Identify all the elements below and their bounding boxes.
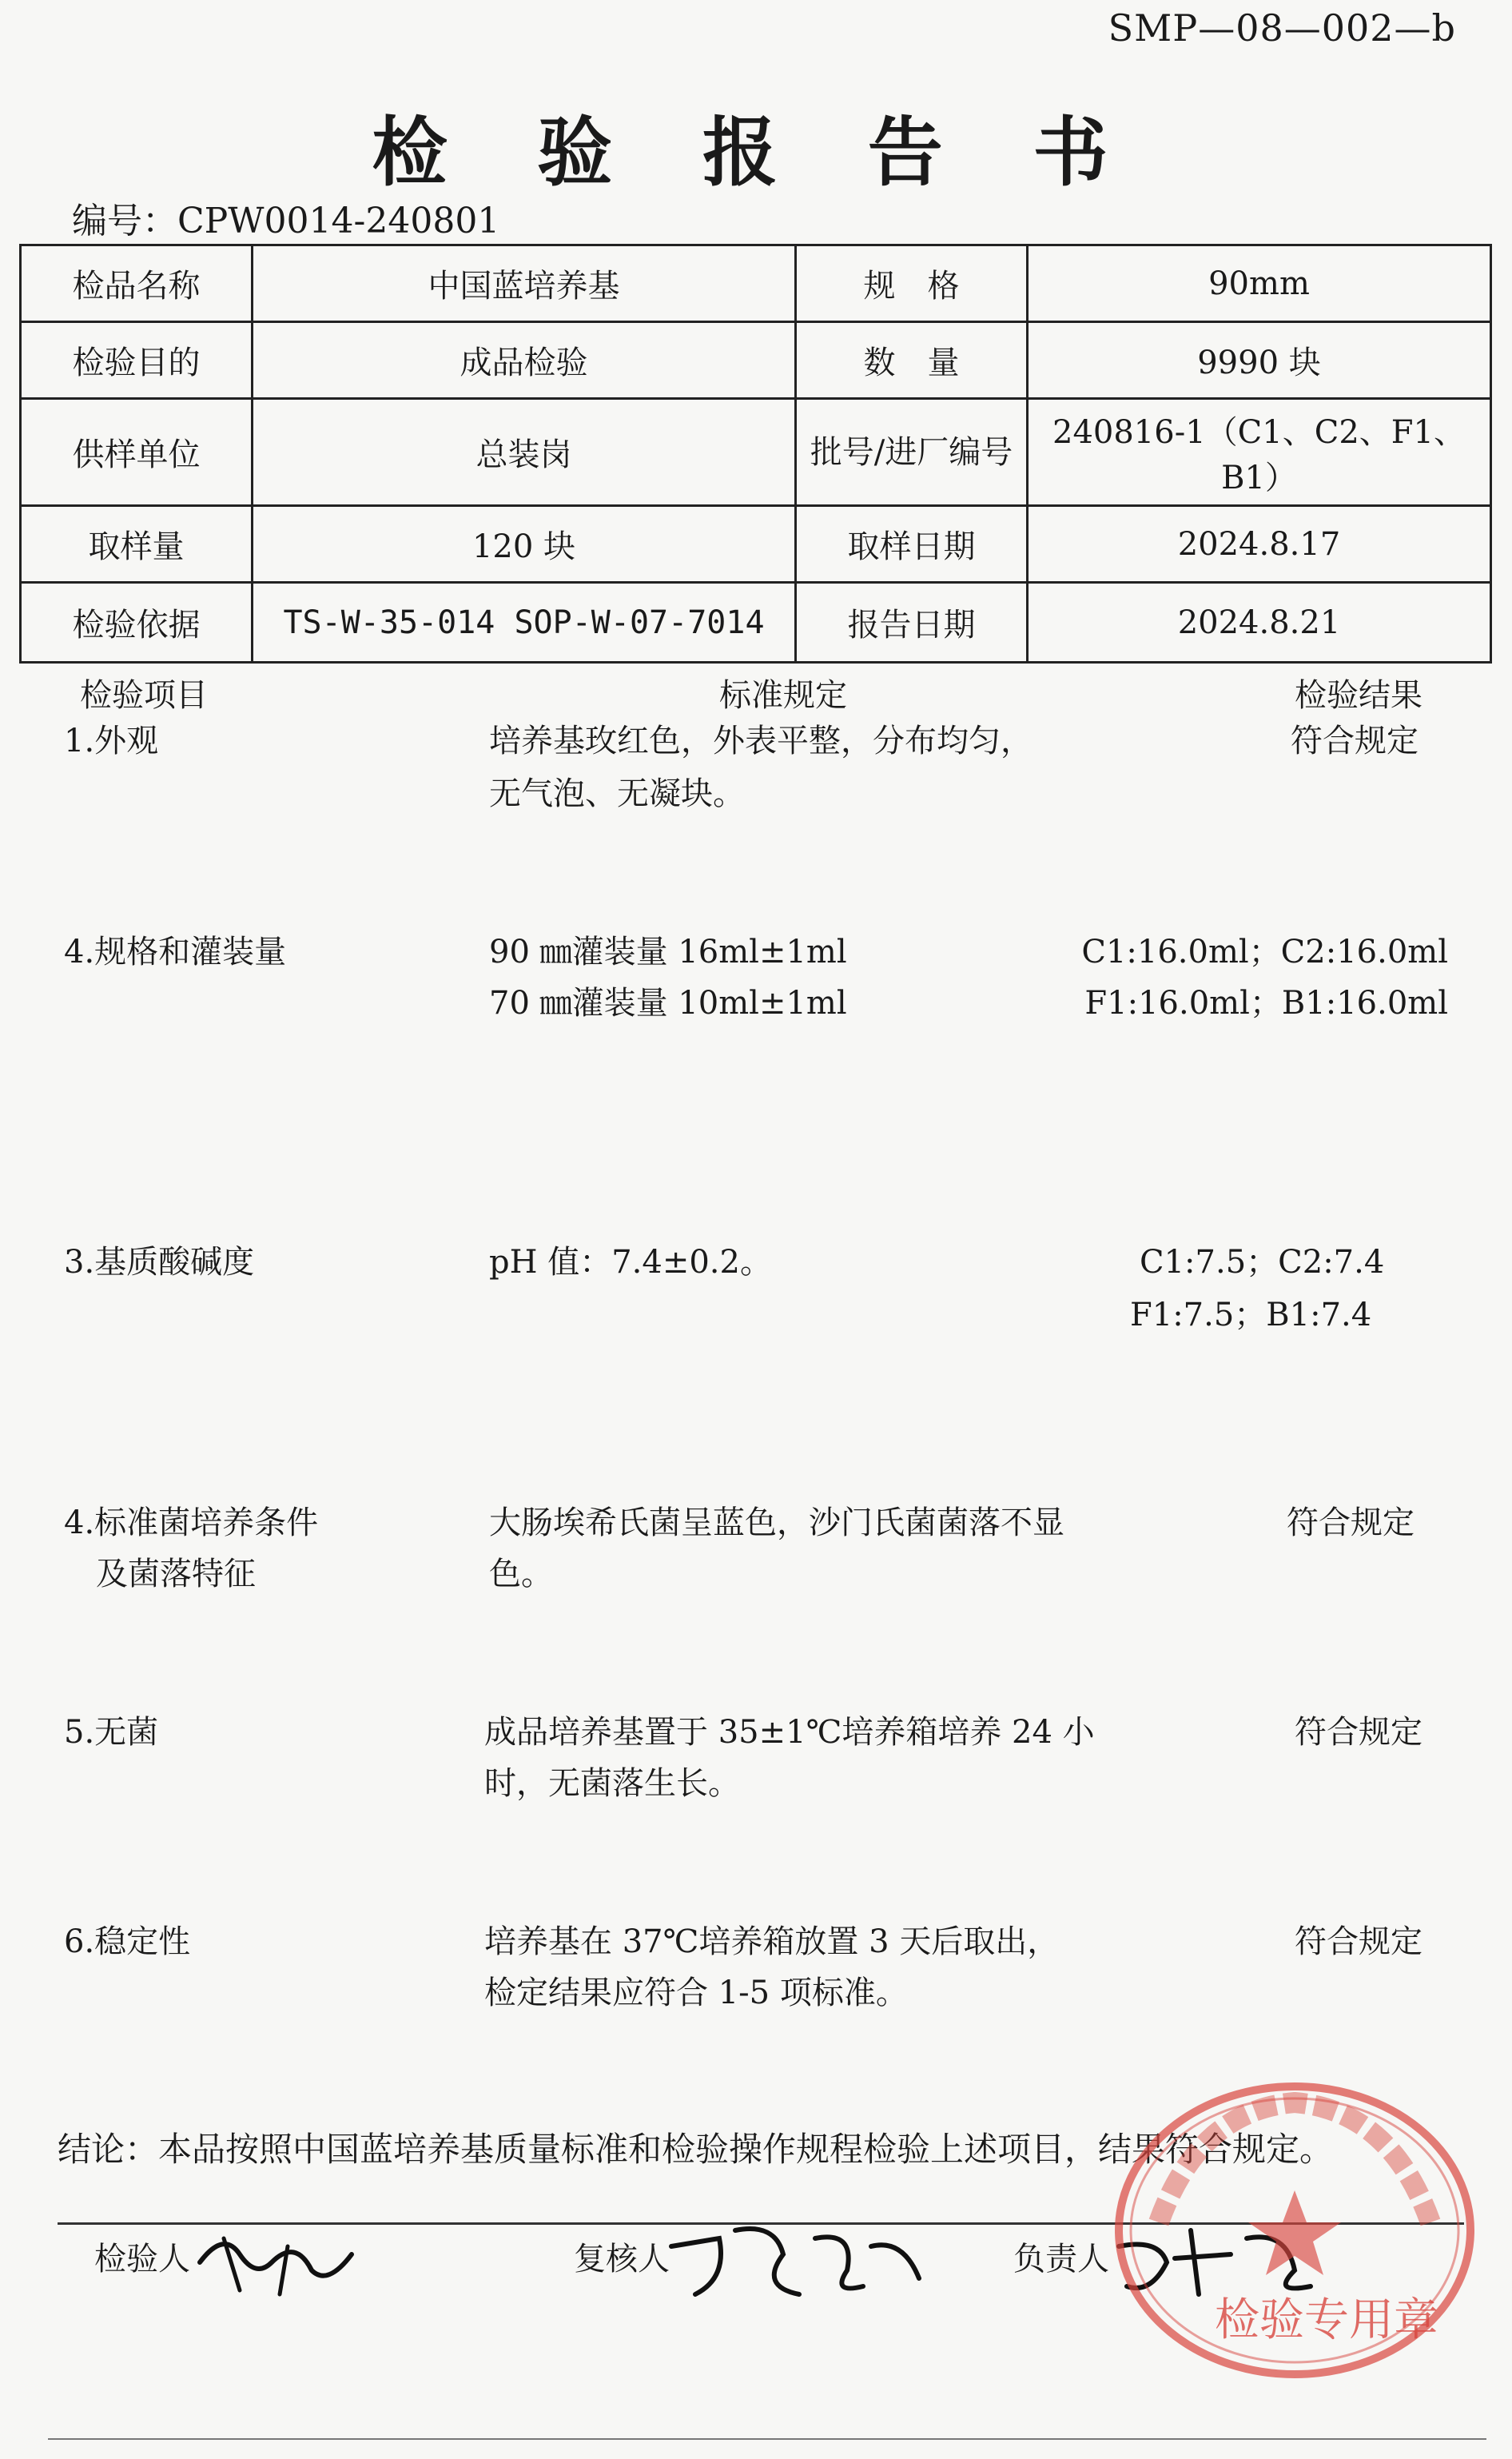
item-standard-line1: 大肠埃希氏菌呈蓝色，沙门氏菌菌落不显 xyxy=(489,1504,1064,1541)
item-name: 4.规格和灌装量 xyxy=(64,934,287,970)
item-name-line2: 及菌落特征 xyxy=(96,1556,256,1592)
table-row xyxy=(21,399,1491,506)
item-standard-line1: pH 值：7.4±0.2。 xyxy=(489,1244,772,1281)
label-cell: 取样量 xyxy=(21,506,253,583)
value-cell: 2024.8.17 xyxy=(1028,506,1491,583)
header-result: 检验结果 xyxy=(1295,677,1422,714)
item-result-line1: C1:7.5；C2:7.4 xyxy=(1140,1244,1385,1281)
conclusion-text: 结论：本品按照中国蓝培养基质量标准和检验操作规程检验上述项目，结果符合规定。 xyxy=(58,2130,1334,2169)
reviewer-label: 复核人 xyxy=(574,2241,670,2278)
seal-text: 检验专用章 xyxy=(1215,2294,1438,2346)
serial-value: CPW0014-240801 xyxy=(177,201,500,241)
bottom-rule xyxy=(48,2438,1486,2440)
value-cell: 120 块 xyxy=(253,506,796,583)
header-standard: 标准规定 xyxy=(719,677,847,714)
item-name: 6.稳定性 xyxy=(64,1923,191,1960)
item-standard-line2: 时，无菌落生长。 xyxy=(484,1765,740,1802)
value-cell: 2024.8.21 xyxy=(1028,583,1491,663)
responsible-label: 负责人 xyxy=(1013,2241,1109,2278)
item-standard-line2: 检定结果应符合 1-5 项标准。 xyxy=(484,1975,908,2011)
value-cell: 总装岗 xyxy=(253,399,796,506)
item-standard-line1: 成品培养基置于 35±1℃培养箱培养 24 小 xyxy=(484,1714,1095,1751)
serial-number xyxy=(72,192,499,243)
label-cell: 报告日期 xyxy=(796,583,1028,663)
label-cell: 规 格 xyxy=(796,245,1028,322)
item-result: 符合规定 xyxy=(1295,1714,1422,1751)
item-standard-line1: 培养基在 37℃培养箱放置 3 天后取出， xyxy=(484,1923,1060,1960)
serial-label: 编号： xyxy=(72,201,177,241)
value-cell: TS-W-35-014 SOP-W-07-7014 xyxy=(253,583,796,663)
item-name: 3.基质酸碱度 xyxy=(64,1244,255,1281)
inspector-signature-icon xyxy=(192,2214,368,2302)
label-cell: 检品名称 xyxy=(21,245,253,322)
header-item: 检验项目 xyxy=(80,677,208,714)
item-result-line2: F1:16.0ml；B1:16.0ml xyxy=(1084,985,1448,1022)
item-result: 符合规定 xyxy=(1291,723,1418,759)
value-cell: 中国蓝培养基 xyxy=(253,245,796,322)
label-cell: 取样日期 xyxy=(796,506,1028,583)
value-cell: 240816-1（C1、C2、F1、B1） xyxy=(1028,399,1491,506)
item-standard-line2: 70 ㎜灌装量 10ml±1ml xyxy=(489,985,847,1022)
item-standard-line2: 色。 xyxy=(489,1556,553,1592)
value-cell: 9990 块 xyxy=(1028,322,1491,399)
page-title: 检 验 报 告 书 xyxy=(372,109,1140,197)
item-result-line2: F1:7.5；B1:7.4 xyxy=(1130,1297,1372,1333)
value-cell: 成品检验 xyxy=(253,322,796,399)
label-cell: 检验依据 xyxy=(21,583,253,663)
item-name: 1.外观 xyxy=(64,723,159,759)
label-cell: 数 量 xyxy=(796,322,1028,399)
reviewer-signature-icon xyxy=(663,2206,927,2310)
inspector-label: 检验人 xyxy=(94,2241,190,2278)
item-standard-line2: 无气泡、无凝块。 xyxy=(489,775,745,812)
label-cell: 批号/进厂编号 xyxy=(796,399,1028,506)
info-table xyxy=(19,244,1492,664)
item-name: 5.无菌 xyxy=(64,1714,159,1751)
item-result: 符合规定 xyxy=(1287,1504,1415,1541)
item-name: 4.标准菌培养条件 xyxy=(64,1504,319,1541)
item-standard-line1: 90 ㎜灌装量 16ml±1ml xyxy=(489,934,847,970)
item-result-line1: C1:16.0ml；C2:16.0ml xyxy=(1081,934,1448,970)
table-row xyxy=(21,506,1491,583)
value-cell: 90mm xyxy=(1028,245,1491,322)
label-cell: 检验目的 xyxy=(21,322,253,399)
table-row xyxy=(21,583,1491,663)
table-row xyxy=(21,322,1491,399)
document-code: SMP—08—002—b xyxy=(1108,6,1456,50)
item-result: 符合规定 xyxy=(1295,1923,1422,1960)
item-standard-line1: 培养基玫红色，外表平整，分布均匀， xyxy=(489,723,1033,759)
label-cell: 供样单位 xyxy=(21,399,253,506)
table-row xyxy=(21,245,1491,322)
